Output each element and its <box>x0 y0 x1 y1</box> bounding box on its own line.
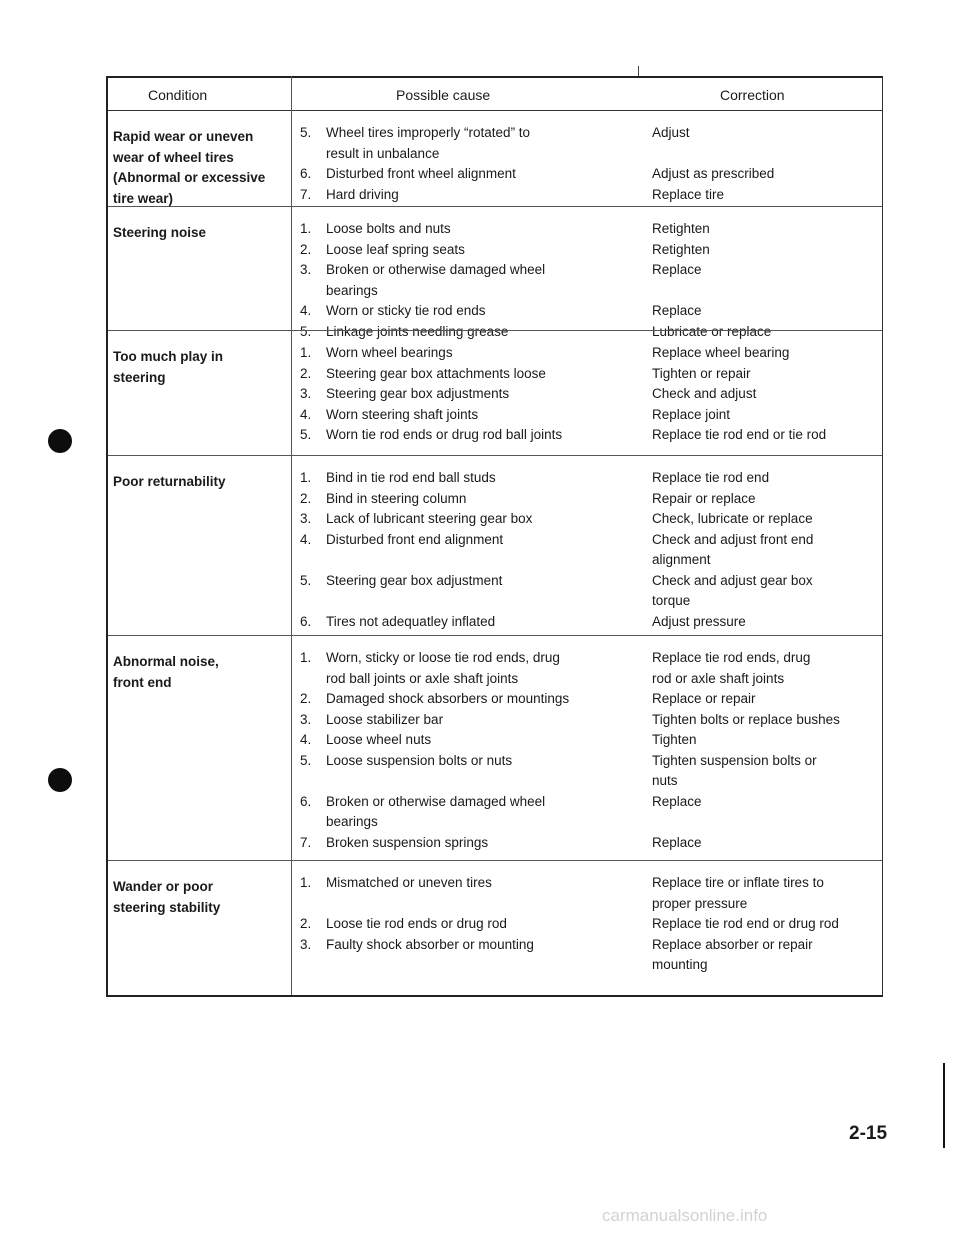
table-row <box>108 860 882 994</box>
cause-number: 5. <box>300 752 312 768</box>
cause-item <box>300 530 640 571</box>
cause-number: 3. <box>300 386 312 401</box>
cause-text: Worn or sticky tie rod ends <box>326 303 486 318</box>
cause-number: 3. <box>300 262 312 277</box>
condition-text: Steering noise <box>113 225 207 240</box>
cause-item <box>300 792 640 833</box>
cause-item <box>300 751 640 792</box>
troubleshooting-table <box>106 76 883 997</box>
cause-text: Worn steering shaft joints <box>326 406 479 422</box>
condition-cell <box>113 223 288 244</box>
condition-text: wear of wheel tires <box>113 149 234 165</box>
cause-number: 2. <box>300 365 312 381</box>
cause-text: Loose stabilizer bar <box>326 711 444 727</box>
correction-text: Replace absorber or repair <box>652 936 813 952</box>
table-row <box>108 455 882 636</box>
correction-text: Tighten bolts or replace bushes <box>652 711 840 727</box>
correction-text: Check, lubricate or replace <box>652 511 813 526</box>
cause-item <box>300 873 640 914</box>
cause-text <box>326 550 640 571</box>
condition-text: Poor returnability <box>113 474 226 489</box>
correction-text: Replace <box>652 303 702 318</box>
cause-text: Loose wheel nuts <box>326 732 432 747</box>
condition-text: front end <box>113 674 172 690</box>
cause-text: Worn wheel bearings <box>326 345 453 360</box>
cause-text: Tires not adequatley inflated <box>326 613 496 629</box>
cause-number: 7. <box>300 834 312 850</box>
binder-hole-bottom <box>48 768 72 792</box>
cause-text: Loose suspension bolts or nuts <box>326 752 513 768</box>
cause-cell <box>300 343 640 446</box>
correction-text: Replace <box>652 262 702 277</box>
cause-text: rod ball joints or axle shaft joints <box>326 670 519 686</box>
cause-item <box>300 301 640 322</box>
table-row <box>108 635 882 861</box>
cause-cell <box>300 468 640 632</box>
correction-text: rod or axle shaft joints <box>652 670 785 686</box>
cause-text: Broken or otherwise damaged wheel <box>326 262 546 277</box>
correction-text: Check and adjust <box>652 386 757 401</box>
cause-item <box>300 489 640 510</box>
table-row <box>108 330 882 456</box>
correction-text <box>652 812 882 833</box>
condition-text: Wander or poor <box>113 879 213 894</box>
cause-number: 1. <box>300 345 312 360</box>
correction-text: Retighten <box>652 241 710 257</box>
correction-text: alignment <box>652 552 711 567</box>
correction-text: Tighten or repair <box>652 365 751 381</box>
cause-number: 5. <box>300 427 312 442</box>
correction-cell <box>652 123 882 205</box>
cause-cell <box>300 219 640 342</box>
cause-cell <box>300 123 640 205</box>
condition-text: (Abnormal or excessive <box>113 170 266 185</box>
cause-number: 6. <box>300 613 312 629</box>
cause-item <box>300 509 640 530</box>
condition-text: steering stability <box>113 899 221 915</box>
cause-item <box>300 405 640 426</box>
cause-item <box>300 219 640 240</box>
cause-text: Broken suspension springs <box>326 834 489 850</box>
cause-text: Mismatched or uneven tires <box>326 875 492 890</box>
cause-number: 1. <box>300 875 312 890</box>
cause-text: Worn, sticky or loose tie rod ends, drug <box>326 650 560 665</box>
page-number: 2-15 <box>849 1123 888 1144</box>
cause-item <box>300 425 640 446</box>
cause-text: Bind in tie rod end ball studs <box>326 470 496 485</box>
cause-item <box>300 648 640 689</box>
cause-item <box>300 185 640 206</box>
cause-number: 3. <box>300 511 312 526</box>
correction-text: Replace tie rod end <box>652 470 770 485</box>
binder-hole-top <box>48 429 72 453</box>
cause-number: 2. <box>300 241 312 257</box>
cause-number: 4. <box>300 531 312 547</box>
cause-item <box>300 612 640 633</box>
cause-number: 3. <box>300 936 312 952</box>
cause-text: Loose bolts and nuts <box>326 221 451 236</box>
correction-text: Tighten <box>652 732 697 747</box>
correction-text: torque <box>652 593 691 608</box>
header-correction: Correction <box>720 87 785 103</box>
cause-item <box>300 123 640 164</box>
cause-text: Linkage joints needling grease <box>326 323 509 339</box>
cause-item <box>300 710 640 731</box>
cause-text: Lack of lubricant steering gear box <box>326 511 533 526</box>
correction-text: nuts <box>652 773 678 788</box>
correction-text <box>652 281 882 302</box>
cause-number: 2. <box>300 691 312 706</box>
correction-text: Replace <box>652 793 702 809</box>
cause-number: 1. <box>300 470 312 485</box>
cause-text: Faulty shock absorber or mounting <box>326 936 534 952</box>
correction-text: Retighten <box>652 221 710 236</box>
cause-text: Disturbed front end alignment <box>326 531 504 547</box>
cause-item <box>300 730 640 751</box>
condition-text: Abnormal noise, <box>113 654 219 669</box>
header-possible-cause: Possible cause <box>396 87 491 103</box>
table-row <box>108 206 882 339</box>
correction-text: Replace joint <box>652 406 731 422</box>
cause-cell <box>300 648 640 853</box>
condition-cell <box>113 652 288 693</box>
condition-cell <box>113 127 288 209</box>
watermark: carmanualsonline.info <box>602 1206 768 1225</box>
correction-text: Replace <box>652 834 702 850</box>
cause-number: 4. <box>300 406 312 422</box>
cause-text: Damaged shock absorbers or mountings <box>326 691 570 706</box>
cause-number: 2. <box>300 916 312 931</box>
table-row <box>108 111 882 206</box>
correction-cell <box>652 343 882 446</box>
table-header <box>108 78 882 111</box>
cause-number: 1. <box>300 650 312 665</box>
header-condition: Condition <box>148 87 208 103</box>
cause-text <box>326 591 640 612</box>
correction-text: Check and adjust gear box <box>652 572 813 588</box>
condition-text: Too much play in <box>113 349 224 364</box>
cause-number: 5. <box>300 572 312 588</box>
condition-cell <box>113 472 288 493</box>
cause-text: Loose leaf spring seats <box>326 241 465 257</box>
cause-number: 6. <box>300 166 312 181</box>
cause-item <box>300 164 640 185</box>
correction-cell <box>652 648 882 853</box>
correction-text: Replace tie rod end or drug rod <box>652 916 839 931</box>
cause-text: Loose tie rod ends or drug rod <box>326 916 507 931</box>
condition-text: steering <box>113 369 166 385</box>
cause-item <box>300 384 640 405</box>
cause-text: Disturbed front wheel alignment <box>326 166 516 181</box>
condition-cell <box>113 877 288 918</box>
cause-item <box>300 914 640 935</box>
cause-number: 2. <box>300 490 312 506</box>
cause-text: Steering gear box attachments loose <box>326 365 546 381</box>
correction-cell <box>652 468 882 632</box>
cause-number: 4. <box>300 303 312 318</box>
correction-text: Tighten suspension bolts or <box>652 752 817 768</box>
correction-text: Repair or replace <box>652 490 756 506</box>
cause-item <box>300 343 640 364</box>
column-divider <box>291 76 292 995</box>
cause-text: result in unbalance <box>326 145 440 161</box>
cause-text <box>326 894 640 915</box>
cause-number: 5. <box>300 323 312 339</box>
cause-item <box>300 833 640 854</box>
cause-text: Hard driving <box>326 186 399 202</box>
cause-text: bearings <box>326 814 378 829</box>
cause-item <box>300 468 640 489</box>
cause-text: Steering gear box adjustments <box>326 386 510 401</box>
cause-item <box>300 260 640 301</box>
cause-text: Bind in steering column <box>326 490 467 506</box>
correction-text <box>652 144 882 165</box>
correction-text: Adjust as prescribed <box>652 166 775 181</box>
correction-text: Replace or repair <box>652 691 756 706</box>
condition-text: Rapid wear or uneven <box>113 129 254 144</box>
correction-text: Adjust pressure <box>652 613 746 629</box>
correction-cell <box>652 219 882 342</box>
condition-cell <box>113 347 288 388</box>
correction-text: Lubricate or replace <box>652 323 772 339</box>
cause-number: 4. <box>300 732 312 747</box>
correction-text: Replace tie rod end or tie rod <box>652 427 827 442</box>
correction-text: Adjust <box>652 125 690 140</box>
cause-text: bearings <box>326 282 378 298</box>
cause-number: 7. <box>300 186 312 202</box>
correction-text: Check and adjust front end <box>652 531 814 547</box>
correction-text: Replace tire <box>652 186 725 202</box>
correction-text: Replace tire or inflate tires to <box>652 875 824 890</box>
cause-text: Worn tie rod ends or drug rod ball joints <box>326 427 563 442</box>
cause-number: 6. <box>300 793 312 809</box>
condition-text: tire wear) <box>113 190 174 206</box>
cause-number: 5. <box>300 125 312 140</box>
cause-item <box>300 689 640 710</box>
cause-cell <box>300 873 640 955</box>
cause-item <box>300 240 640 261</box>
correction-text: proper pressure <box>652 895 748 911</box>
cause-text: Broken or otherwise damaged wheel <box>326 793 546 809</box>
cause-text: Wheel tires improperly “rotated” to <box>326 125 531 140</box>
correction-text: Replace wheel bearing <box>652 345 790 360</box>
correction-cell <box>652 873 882 976</box>
cause-number: 3. <box>300 711 312 727</box>
cause-text: Steering gear box adjustment <box>326 572 503 588</box>
cause-text <box>326 771 640 792</box>
page-edge-rule <box>943 1063 945 1148</box>
cause-number: 1. <box>300 221 312 236</box>
correction-text: Replace tie rod ends, drug <box>652 650 811 665</box>
cause-item <box>300 935 640 956</box>
correction-text: mounting <box>652 957 708 972</box>
cause-item <box>300 571 640 612</box>
cause-item <box>300 364 640 385</box>
